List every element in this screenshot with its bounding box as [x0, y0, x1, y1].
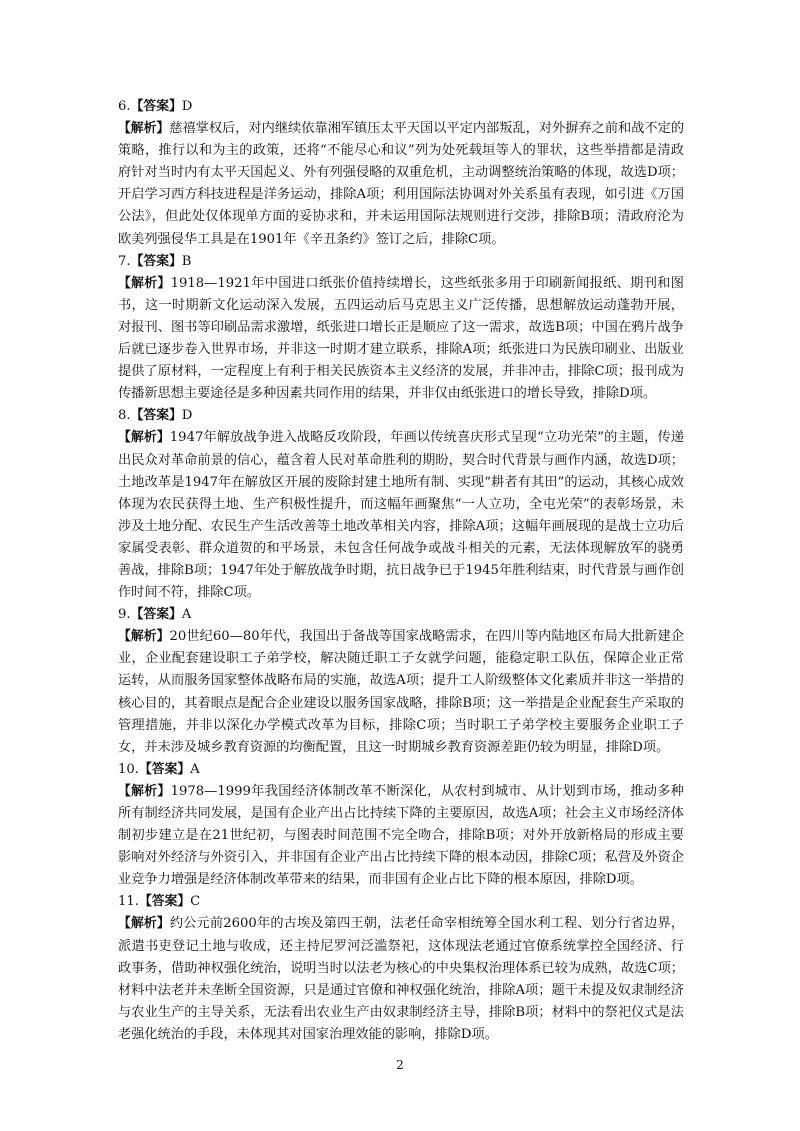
question-8: [118, 405, 684, 604]
analysis-label: 【解析】: [118, 430, 170, 446]
analysis-paragraph: [118, 273, 684, 406]
question-6: [118, 96, 684, 251]
analysis-paragraph: [118, 118, 684, 251]
answer-line: [118, 604, 684, 626]
question-11: [118, 891, 684, 1046]
analysis-text: 慈禧掌权后，对内继续依靠湘军镇压太平天国以平定内部叛乱，对外摒弃之前和战不定的策略，推行以和为主的政策，还将“不能尽心和议”列为处死载垣等人的罪状，这些举措都是清政府针对当时内有太平天国起义、外有列强侵略的双重危机，主动调整统治策略的体现，故选D项；开启学习西方科技进程是洋务运动，排除A项；利用国际法协调对外关系虽有表现，如引进《万国公法》，但此处仅体现单方面的妥协求和，并未运用国际法规则进行交涉，排除B项；清政府沦为欧美列强侵华工具是在1901年《辛丑条约》签订之后，排除C项。: [118, 121, 685, 247]
answer-label: 【答案】: [130, 253, 182, 269]
answer-value: D: [181, 99, 193, 114]
answer-line: [118, 759, 684, 781]
analysis-paragraph: [118, 427, 684, 604]
question-10: [118, 759, 684, 892]
question-number: 11.: [118, 894, 139, 910]
answer-value: D: [181, 408, 193, 424]
question-number: 9.: [118, 607, 131, 623]
question-number: 7.: [118, 253, 131, 269]
page-number: 2: [396, 1058, 404, 1072]
answer-label: 【答案】: [130, 99, 182, 114]
answer-value: C: [190, 894, 201, 910]
answer-line: [118, 251, 684, 273]
answer-value: A: [190, 761, 200, 777]
analysis-text: 1947年解放战争进入战略反攻阶段，年画以传统喜庆形式呈现“立功光荣”的主题，传递出民众对革命前景的信心，蕴含着人民对革命胜利的期盼，契合时代背景与画作内涵，故选D项；土地改革是1947年在解放区开展的废除封建土地所有制、实现“耕者有其田”的运动，其核心成效体现为农民获得土地、生产积极性提升，而这幅年画聚焦“一人立功，全屯光荣”的表彰场景，未涉及土地分配、农民生产生活改善等土地改革相关内容，排除A项；这幅年画展现的是战士立功后家属受表彰、群众道贺的和平场景，未包含任何战争或战斗相关的元素，无法体现解放军的骁勇善战，排除B项；1947年处于解放战争时期，抗日战争已于1945年胜利结束，时代背景与画作创作时间不符，排除C项。: [118, 430, 684, 601]
question-number: 8.: [118, 408, 131, 424]
question-9: [118, 604, 684, 759]
question-7: [118, 251, 684, 406]
answer-label: 【答案】: [130, 607, 182, 623]
analysis-label: 【解析】: [118, 629, 170, 645]
analysis-text: 1978—1999年我国经济体制改革不断深化，从农村到城市、从计划到市场，推动多种所有制经济共同发展，是国有企业产出占比持续下降的主要原因，故选A项；社会主义市场经济体制初步建立是在21世纪初，与图表时间范围不完全吻合，排除B项；对外开放新格局的形成主要影响对外经济与外资引入，并非国有企业产出占比持续下降的根本动因，排除C项；私营及外资企业竞争力增强是经济体制改革带来的结果，而非国有企业占比下降的根本原因，排除D项。: [118, 783, 684, 888]
answer-line: [118, 891, 684, 913]
analysis-paragraph: [118, 913, 684, 1046]
answer-label: 【答案】: [138, 761, 191, 777]
question-number: 6.: [118, 99, 131, 114]
analysis-label: 【解析】: [118, 275, 171, 291]
answer-line: [118, 405, 684, 427]
answer-value: B: [181, 253, 192, 269]
analysis-label: 【解析】: [118, 916, 170, 932]
answer-label: 【答案】: [138, 894, 191, 910]
analysis-text: 20世纪60—80年代，我国出于备战等国家战略需求，在四川等内陆地区布局大批新建企业，企业配套建设职工子弟学校，解决随迁职工子女就学问题，能稳定职工队伍，保障企业正常运转，从而服务国家整体战略布局的实施，故选A项；提升工人阶级整体文化素质并非这一举措的核心目的，其着眼点是配合企业建设以服务国家战略，排除B项；这一举措是企业配套生产采取的管理措施，并非以深化办学模式改革为目标，排除C项；当时职工子弟学校主要服务企业职工子女，并未涉及城乡教育资源的均衡配置，且这一时期城乡教育资源差距仍较为明显，排除D项。: [118, 629, 685, 755]
analysis-text: 约公元前2600年的古埃及第四王朝，法老任命宰相统筹全国水利工程、划分行省边界，派遣书吏登记土地与收成，还主持尼罗河泛滥祭祀，这体现法老通过官僚系统掌控全国经济、行政事务，借助神权强化统治，说明当时以法老为核心的中央集权治理体系已较为成熟，故选C项；材料中法老并未垄断全国资源，只是通过官僚和神权强化统治，排除A项；题干未提及奴隶制经济与农业生产的主导关系，无法看出农业生产由奴隶制经济主导，排除B项；材料中的祭祀仪式是法老强化统治的手段，未体现其对国家治理效能的影响，排除D项。: [118, 916, 685, 1042]
answer-value: A: [181, 607, 192, 623]
analysis-label: 【解析】: [118, 121, 170, 137]
analysis-label: 【解析】: [118, 783, 171, 799]
document-body: [118, 96, 684, 1046]
question-number: 10.: [118, 761, 139, 777]
analysis-paragraph: [118, 781, 684, 891]
analysis-paragraph: [118, 626, 684, 759]
answer-label: 【答案】: [130, 408, 182, 424]
answer-line: [118, 96, 684, 118]
analysis-text: 1918—1921年中国进口纸张价值持续增长，这些纸张多用于印刷新闻报纸、期刊和图书，这一时期新文化运动深入发展，五四运动后马克思主义广泛传播，思想解放运动蓬勃开展，对报刊、图书等印刷品需求激增，纸张进口增长正是顺应了这一需求，故选B项；中国在鸦片战争后就已逐步卷入世界市场，并非这一时期才建立联系，排除A项；纸张进口为民族印刷业、出版业提供了原材料，一定程度上有利于相关民族资本主义经济的发展，并非冲击，排除C项；报刊成为传播新思想主要途径是多种因素共同作用的结果，并非仅由纸张进口的增长导致，排除D项。: [118, 275, 684, 402]
